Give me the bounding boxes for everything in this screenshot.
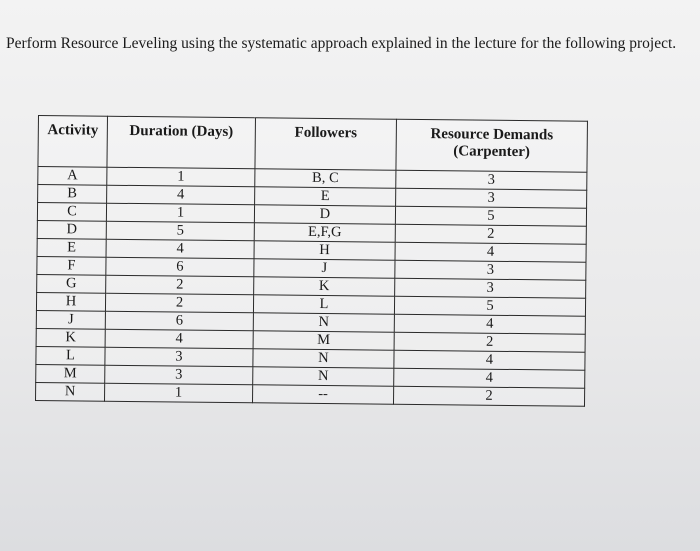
cell-duration: 4: [106, 239, 254, 259]
cell-duration: 4: [107, 185, 255, 205]
cell-resource-demand: 4: [394, 368, 585, 388]
cell-activity: K: [36, 328, 105, 347]
cell-followers: L: [253, 295, 394, 314]
cell-activity: L: [36, 346, 105, 365]
cell-duration: 4: [105, 329, 253, 349]
header-duration: Duration (Days): [107, 116, 256, 169]
cell-followers: E,F,G: [254, 223, 395, 242]
cell-resource-demand: 5: [394, 296, 585, 316]
cell-resource-demand: 3: [396, 188, 587, 208]
cell-followers: B, C: [255, 169, 396, 188]
cell-activity: N: [36, 382, 105, 401]
cell-followers: E: [255, 187, 396, 206]
cell-activity: G: [37, 274, 106, 293]
header-resource-demands: Resource Demands (Carpenter): [396, 119, 588, 172]
cell-resource-demand: 2: [395, 224, 586, 244]
cell-duration: 1: [105, 383, 253, 403]
cell-resource-demand: 5: [395, 206, 586, 226]
cell-resource-demand: 4: [394, 350, 585, 370]
project-table-wrapper: [35, 115, 588, 407]
cell-resource-demand: 4: [395, 242, 586, 262]
cell-activity: M: [36, 364, 105, 383]
cell-followers: K: [254, 277, 395, 296]
cell-resource-demand: 4: [394, 314, 585, 334]
cell-resource-demand: 3: [395, 278, 586, 298]
cell-duration: 3: [105, 365, 253, 385]
cell-activity: D: [37, 220, 106, 239]
cell-followers: D: [254, 205, 395, 224]
header-activity: Activity: [38, 116, 108, 168]
cell-followers: N: [253, 349, 394, 368]
cell-duration: 2: [106, 275, 254, 295]
cell-resource-demand: 2: [394, 332, 585, 352]
cell-duration: 5: [106, 221, 254, 241]
cell-followers: H: [254, 241, 395, 260]
cell-followers: --: [252, 385, 393, 404]
cell-duration: 6: [106, 257, 254, 277]
cell-activity: C: [37, 203, 106, 222]
cell-resource-demand: 3: [395, 260, 586, 280]
cell-duration: 1: [106, 203, 254, 223]
cell-followers: N: [253, 367, 394, 386]
cell-followers: M: [253, 331, 394, 350]
cell-activity: F: [37, 256, 106, 275]
problem-statement: Perform Resource Leveling using the systematic approach explained in the lecture for the following project.: [6, 35, 677, 52]
project-table: [35, 115, 588, 407]
cell-duration: 6: [105, 311, 253, 331]
cell-followers: N: [253, 313, 394, 332]
cell-duration: 2: [105, 293, 253, 313]
cell-followers: J: [254, 259, 395, 278]
cell-duration: 3: [105, 347, 253, 367]
table-header-row: [38, 116, 588, 173]
cell-activity: A: [38, 167, 107, 186]
cell-activity: J: [36, 310, 105, 329]
cell-resource-demand: 3: [396, 170, 587, 190]
cell-activity: B: [38, 185, 107, 204]
cell-activity: E: [37, 238, 106, 257]
cell-activity: H: [36, 292, 105, 311]
header-followers: Followers: [255, 118, 397, 170]
table-body: [36, 167, 587, 407]
cell-duration: 1: [107, 167, 255, 187]
cell-resource-demand: 2: [393, 386, 584, 406]
